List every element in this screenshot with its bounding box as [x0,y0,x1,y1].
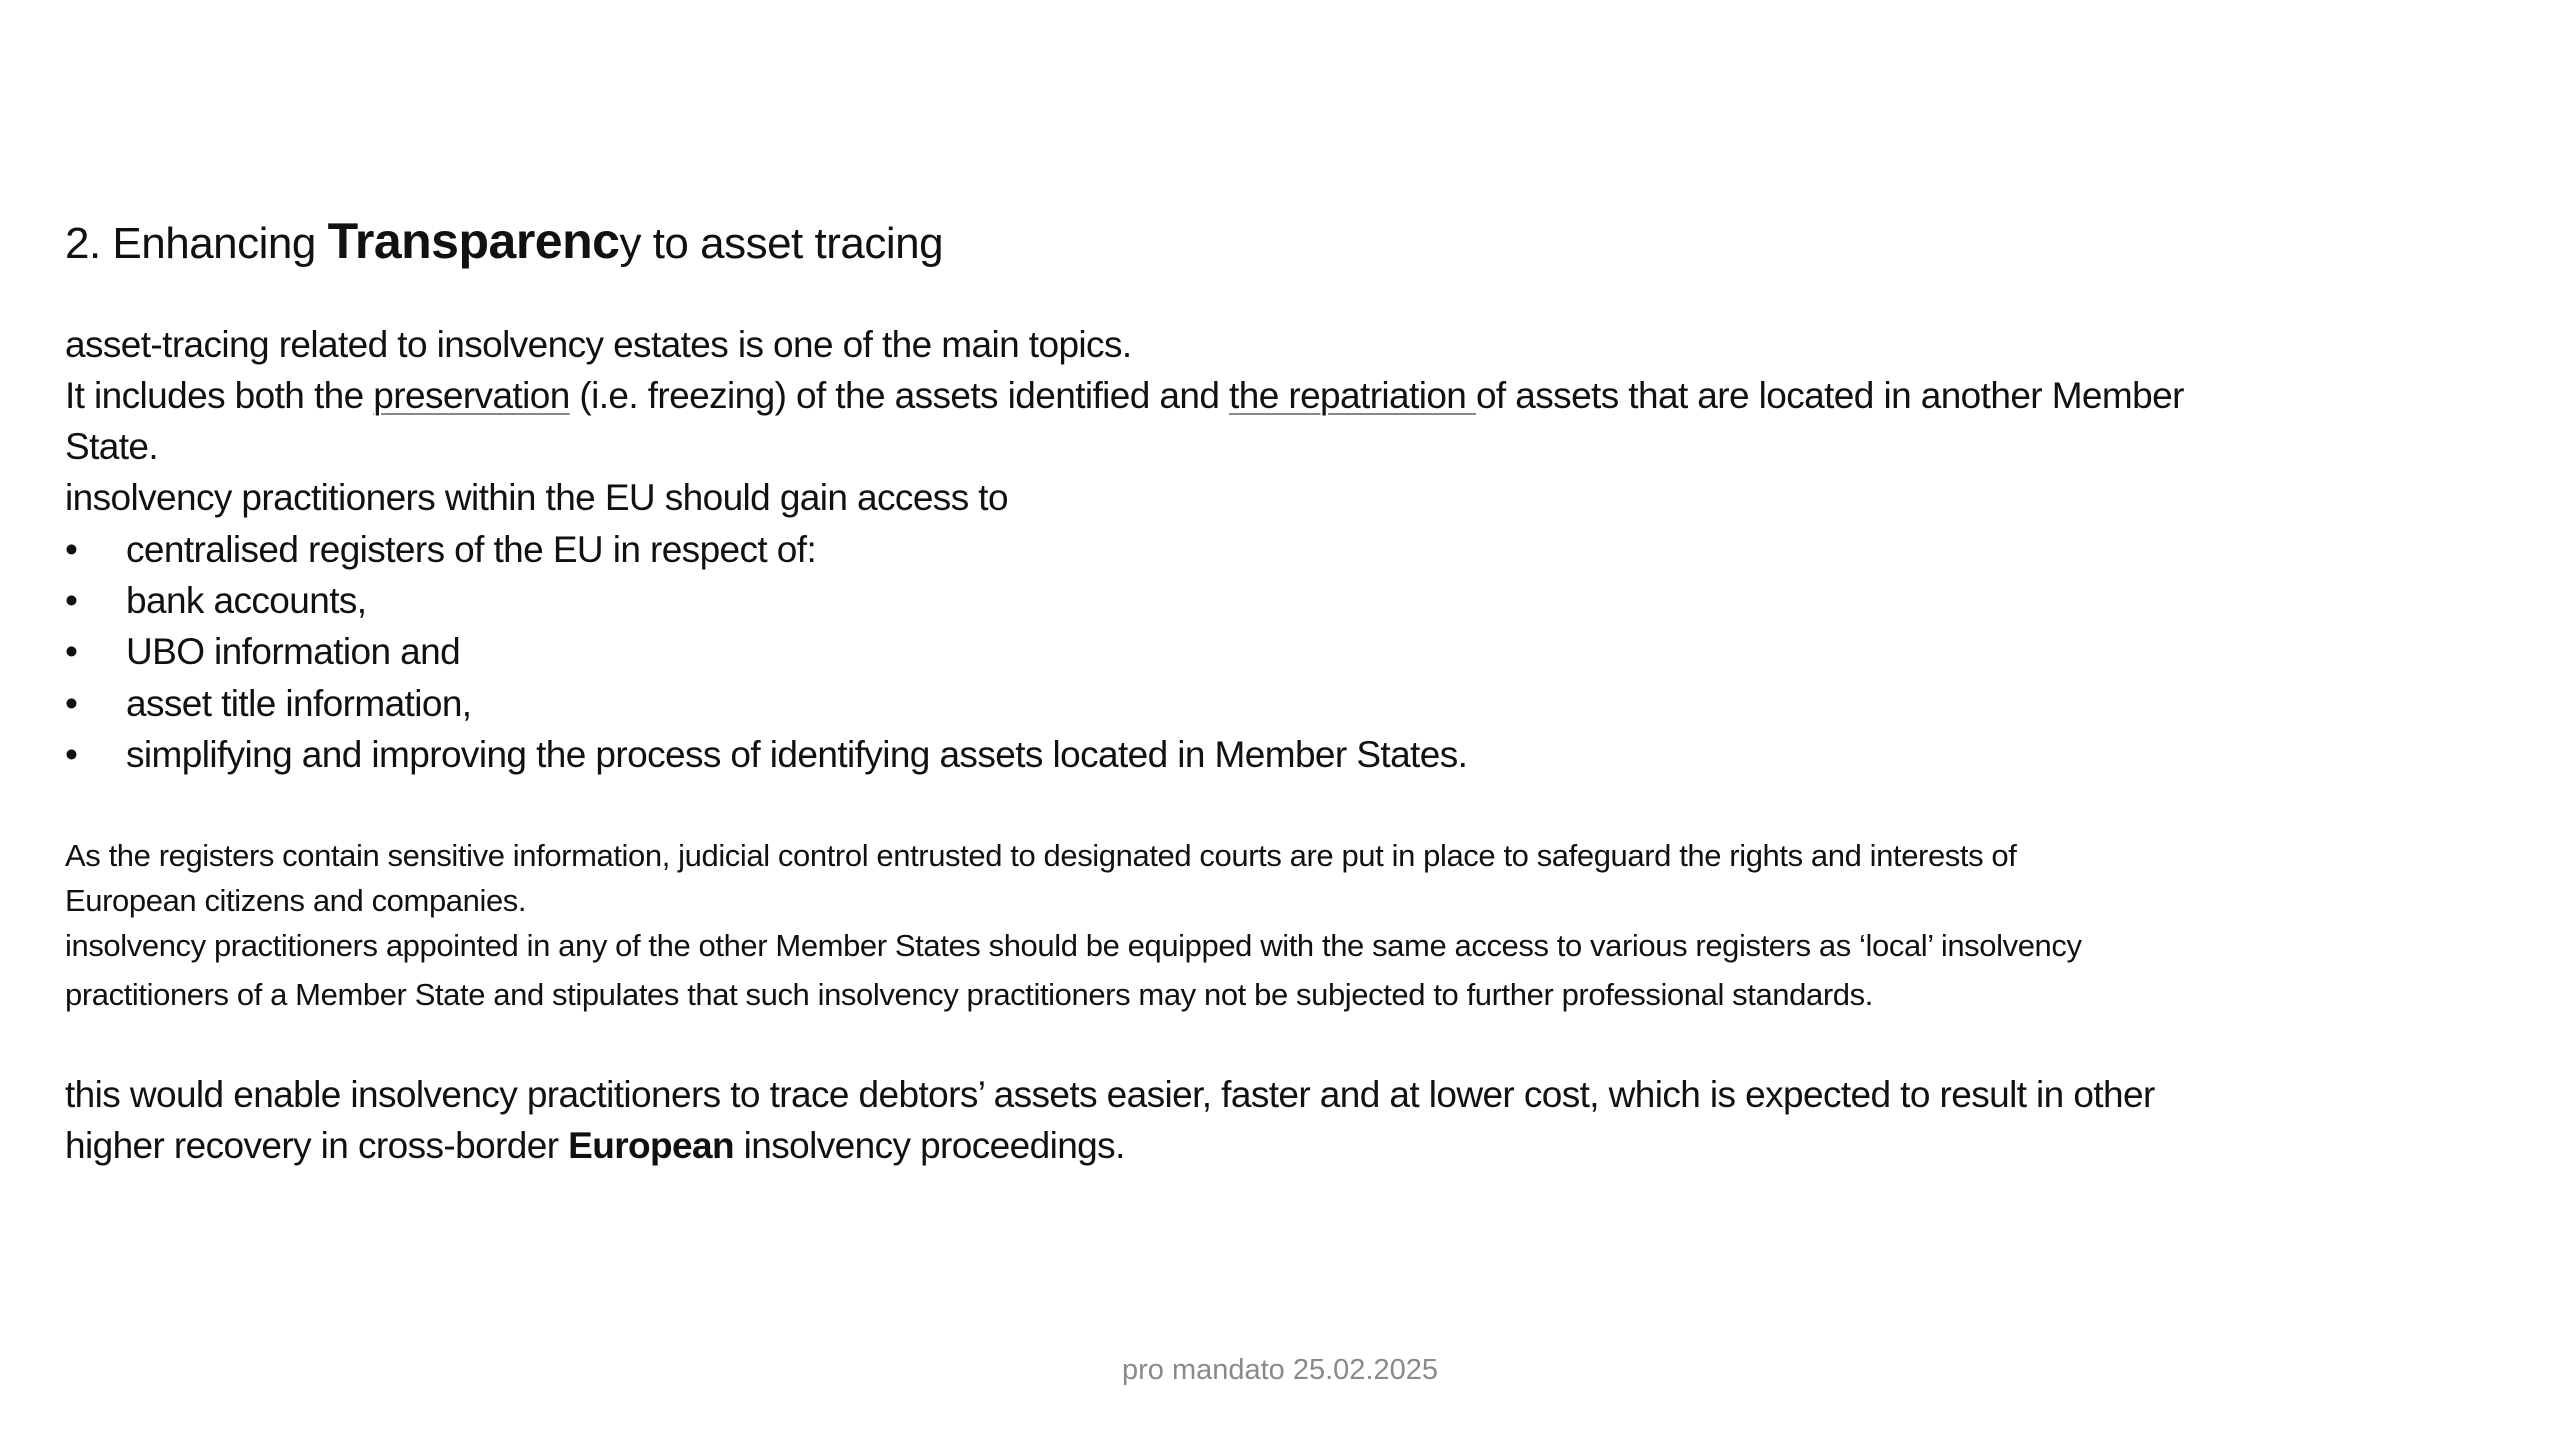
bullet-icon: • [65,734,78,775]
intro-line-3: State. [65,426,159,467]
slide-title [65,212,943,270]
european-bold: European [568,1125,734,1166]
closing-line-1: this would enable insolvency practitioners to trace debtors’ assets easier, faster and at lower cost, which is expected to result in other [65,1074,2155,1115]
intro-text: It includes both the [65,375,374,416]
small-line-4: practitioners of a Member State and stipulates that such insolvency practitioners may not be subjected to further professional standards. [65,977,1873,1012]
list-item-text: bank accounts, [126,580,367,621]
title-prefix: 2. Enhancing [65,219,328,268]
intro-line-1: asset-tracing related to insolvency estates is one of the main topics. [65,324,1132,365]
closing-text: higher recovery in cross-border [65,1125,569,1166]
repatriation-underlined: the repatriation [1229,375,1476,416]
preservation-underlined: preservation [373,375,570,416]
list-item-text: simplifying and improving the process of identifying assets located in Member States. [126,734,1468,775]
bullet-icon: • [65,580,78,621]
intro-line-4: insolvency practitioners within the EU should gain access to [65,477,1008,518]
small-line-3: insolvency practitioners appointed in any of the other Member States should be equipped with the same access to various registers as ‘local’ insolvency [65,928,2082,963]
slide-footer: pro mandato 25.02.2025 [1121,1354,1439,1386]
title-suffix: y to asset tracing [619,219,944,268]
bullet-icon: • [65,529,78,570]
small-line-1: As the registers contain sensitive information, judicial control entrusted to designated courts are put in place to safeguard the rights and interests of [65,838,2017,873]
bullet-icon: • [65,631,78,672]
intro-text: (i.e. freezing) of the assets identified and [569,375,1230,416]
small-line-2: European citizens and companies. [65,883,527,918]
closing-line-2 [65,1125,1125,1167]
intro-line-2 [65,375,2184,417]
bullet-icon: • [65,683,78,724]
list-item-text: UBO information and [126,631,461,672]
list-item-text: centralised registers of the EU in respect of: [126,529,817,570]
intro-text: of assets that are located in another Member [1475,375,2184,416]
title-emphasis: Transparenc [327,213,620,269]
list-item-text: asset title information, [126,683,472,724]
closing-text: insolvency proceedings. [733,1125,1125,1166]
